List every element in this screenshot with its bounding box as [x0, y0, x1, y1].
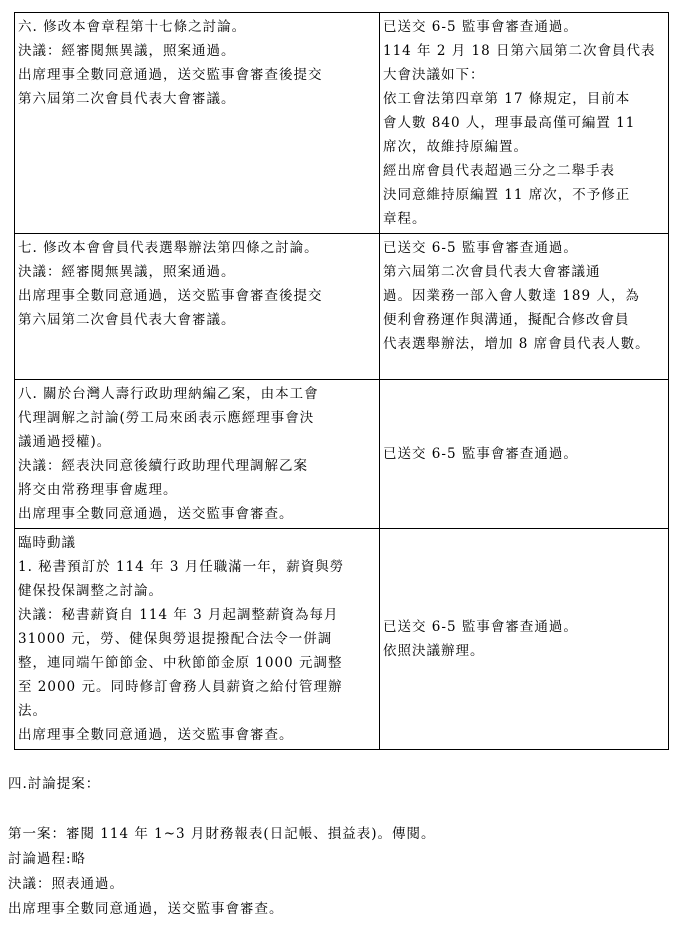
- status-line: 已送交 6-5 監事會審查通過。: [383, 19, 578, 35]
- item-cell: [15, 13, 380, 234]
- item-line: 第六屆第二次會員代表大會審議。: [18, 312, 236, 328]
- status-line: 大會決議如下：: [383, 67, 485, 83]
- item-line: 出席理事全數同意通過，送交監事會審查。: [18, 506, 294, 522]
- item-line: 整，連同端午節節金、中秋節節金原 1000 元調整: [18, 655, 343, 671]
- item-line: 至 2000 元。同時修訂會務人員薪資之給付管理辦: [18, 679, 343, 695]
- item-line: 決議：經表決同意後續行政助理代理調解乙案: [18, 458, 308, 474]
- status-line: 過。因業務一部入會人數達 189 人，為: [383, 288, 640, 304]
- status-line: 依照決議辦理。: [383, 643, 485, 659]
- status-line: 決同意維持原編置 11 席次，不予修正: [383, 187, 631, 203]
- status-line: 第六屆第二次會員代表大會審議通: [383, 264, 601, 280]
- item-line: 決議：經審閱無異議，照案通過。: [18, 43, 236, 59]
- item-line: 八. 關於台灣人壽行政助理納編乙案，由本工會: [18, 386, 319, 402]
- status-line: 已送交 6-5 監事會審查通過。: [383, 446, 578, 462]
- status-line: 章程。: [383, 211, 427, 227]
- table-row: [15, 529, 669, 750]
- status-line: 代表選舉辦法，增加 8 席會員代表人數。: [383, 336, 650, 352]
- status-line: 經出席會員代表超過三分之二舉手表: [383, 163, 615, 179]
- item-cell: [15, 380, 380, 529]
- item-line: 代理調解之討論(勞工局來函表示應經理事會決: [18, 410, 315, 426]
- item-line: 1. 秘書預訂於 114 年 3 月任職滿一年，薪資與勞: [18, 559, 345, 575]
- item-cell: [15, 529, 380, 750]
- proposal-resolution: 決議：照表通過。: [8, 876, 124, 892]
- status-line: 114 年 2 月 18 日第六屆第二次會員代表: [383, 43, 656, 59]
- item-line: 健保投保調整之討論。: [18, 583, 163, 599]
- status-line: 已送交 6-5 監事會審查通過。: [383, 240, 578, 256]
- section-heading: 四.討論提案：: [8, 776, 101, 792]
- table-row: [15, 380, 669, 529]
- item-cell: [15, 234, 380, 380]
- table-row: [15, 234, 669, 380]
- status-cell: [380, 529, 669, 750]
- item-line: 將交由常務理事會處理。: [18, 482, 178, 498]
- status-line: 依工會法第四章第 17 條規定，目前本: [383, 91, 631, 107]
- item-line: 臨時動議: [18, 535, 76, 551]
- item-line: 六. 修改本會章程第十七條之討論。: [18, 19, 247, 35]
- status-line: 席次，故維持原編置。: [383, 139, 528, 155]
- status-line: 會人數 840 人，理事最高僅可編置 11: [383, 115, 636, 131]
- item-line: 31000 元，勞、健保與勞退提撥配合法令一併調: [18, 631, 333, 647]
- status-line: 已送交 6-5 監事會審查通過。: [383, 619, 578, 635]
- status-cell: [380, 380, 669, 529]
- item-line: 出席理事全數同意通過，送交監事會審查後提交: [18, 67, 323, 83]
- table-row: [15, 13, 669, 234]
- status-cell: [380, 13, 669, 234]
- status-cell: [380, 234, 669, 380]
- proposal-discussion: 討論過程:略: [8, 851, 87, 867]
- item-line: 出席理事全數同意通過，送交監事會審查。: [18, 727, 294, 743]
- item-line: 決議：秘書薪資自 114 年 3 月起調整薪資為每月: [18, 607, 339, 623]
- proposal-approval: 出席理事全數同意通過，送交監事會審查。: [8, 901, 284, 917]
- status-line: 便利會務運作與溝通，擬配合修改會員: [383, 312, 630, 328]
- item-line: 決議：經審閱無異議，照案通過。: [18, 264, 236, 280]
- minutes-table: [14, 12, 669, 750]
- item-line: 七. 修改本會會員代表選舉辦法第四條之討論。: [18, 240, 319, 256]
- item-line: 第六屆第二次會員代表大會審議。: [18, 91, 236, 107]
- item-line: 出席理事全數同意通過，送交監事會審查後提交: [18, 288, 323, 304]
- proposal-title: 第一案：審閱 114 年 1~3 月財務報表(日記帳、損益表)。傳閱。: [8, 826, 436, 842]
- item-line: 法。: [18, 703, 47, 719]
- item-line: 議通過授權)。: [18, 434, 112, 450]
